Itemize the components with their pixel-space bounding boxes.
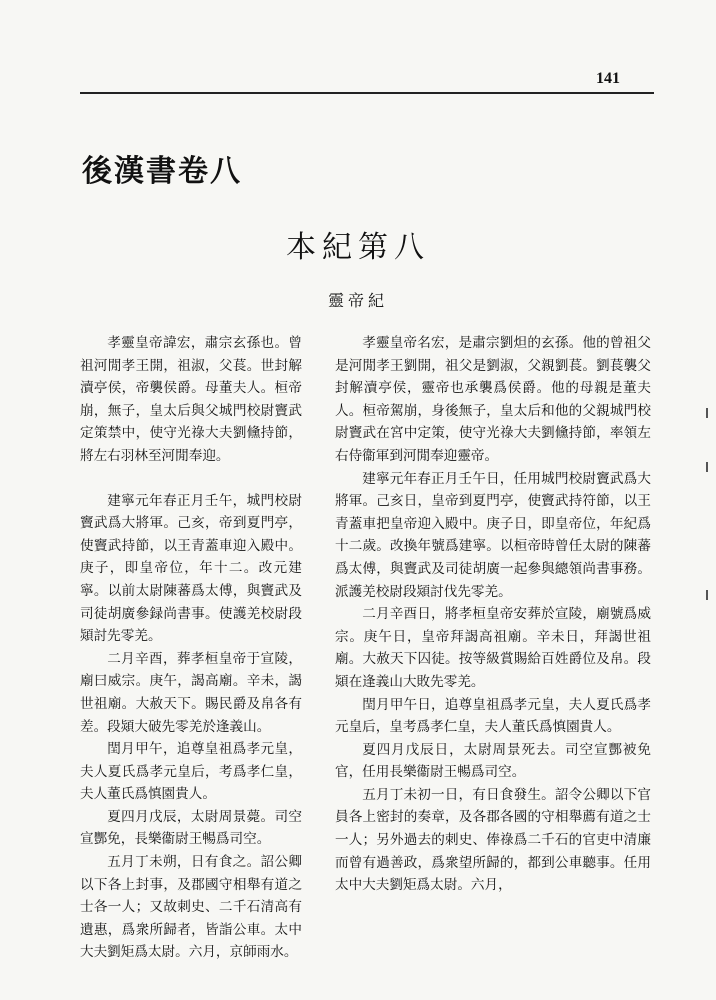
translation-paragraph: 夏四月戊辰日，太尉周景死去。司空宣酆被免官，任用長樂衞尉王暢爲司空。 bbox=[335, 741, 651, 781]
page-number: 141 bbox=[596, 70, 620, 87]
header-rule bbox=[80, 92, 654, 94]
classical-paragraph: 五月丁未朔，日有食之。詔公卿以下各上封事，及郡國守相舉有道之士各一人；又故刺史、二千石清高有遺惠，爲衆所歸者，皆詣公車。太中大夫劉矩爲太尉。六月，京師雨水。 bbox=[80, 854, 302, 961]
scan-artifact bbox=[706, 462, 708, 472]
translation-paragraph: 二月辛酉日，將孝桓皇帝安葬於宣陵，廟號爲威宗。庚午日，皇帝拜謁高祖廟。辛未日，拜謁世祖廟。大赦天下囚徒。按等級賞賜給百姓爵位及帛。段熲在逢義山大敗先零羌。 bbox=[335, 606, 651, 690]
translation-paragraph: 建寧元年春正月壬午日，任用城門校尉竇武爲大將軍。己亥日，皇帝到夏門亭，使竇武持符節，以王青蓋車把皇帝迎入殿中。庚子日，即皇帝位，年紀爲十二歲。改換年號爲建寧。以桓帝時曾任太尉的陳蕃爲太傅，與竇武及司徒胡廣一起參與總領尚書事務。派護羌校尉段熲討伐先零羌。 bbox=[335, 470, 651, 600]
translation-paragraph: 五月丁未初一日，有日食發生。詔令公卿以下官員各上密封的奏章，及各郡各國的守相舉薦有道之士一人；另外過去的刺史、俸祿爲二千石的官吏中清廉而曾有過善政，爲衆望所歸的，都到公車聽事。任用太中大夫劉矩爲太尉。六月， bbox=[335, 786, 651, 894]
classical-paragraph: 建寧元年春正月壬午，城門校尉竇武爲大將軍。己亥，帝到夏門亭，使竇武持節，以王青蓋車迎入殿中。庚子，即皇帝位，年十二。改元建寧。以前太尉陳蕃爲太傅，與竇武及司徒胡廣參録尚書事。使護羌校尉段熲討先零羌。 bbox=[80, 492, 302, 645]
chapter-title: 本紀第八 bbox=[286, 230, 430, 265]
translation-paragraph: 孝靈皇帝名宏，是肅宗劉炟的玄孫。他的曾祖父是河閒孝王劉開，祖父是劉淑，父親劉萇。劉萇襲父封解瀆亭侯，靈帝也承襲爲侯爵。他的母親是董夫人。桓帝駕崩，身後無子，皇太后和他的父親城門校尉竇武在宮中定策，使守光祿大夫劉儵持節，率領左右侍衞軍到河閒奉迎靈帝。 bbox=[335, 335, 651, 464]
sub-title: 靈帝紀 bbox=[327, 291, 388, 310]
classical-paragraph: 閏月甲午，追尊皇祖爲孝元皇，夫人夏氏爲孝元皇后，考爲孝仁皇，夫人董氏爲慎園貴人。 bbox=[80, 741, 302, 803]
book-title: 後漢書卷八 bbox=[82, 154, 242, 189]
classical-paragraph: 孝靈皇帝諱宏，肅宗玄孫也。曾祖河閒孝王開，祖淑，父萇。世封解瀆亭侯，帝襲侯爵。母董夫人。桓帝崩，無子，皇太后與父城門校尉竇武定策禁中，使守光祿大夫劉儵持節，將左右羽林至河閒奉迎。 bbox=[80, 335, 302, 464]
scan-artifact bbox=[706, 408, 708, 418]
scan-artifact bbox=[706, 590, 708, 600]
classical-text-column bbox=[80, 332, 302, 964]
classical-paragraph: 二月辛酉，葬孝桓皇帝于宣陵，廟曰威宗。庚午，謁高廟。辛未，謁世祖廟。大赦天下。賜民爵及帛各有差。段熲大破先零羌於逢義山。 bbox=[80, 650, 302, 735]
classical-paragraph: 夏四月戊辰，太尉周景薨。司空宣酆免，長樂衞尉王暢爲司空。 bbox=[80, 808, 302, 848]
translation-column bbox=[335, 332, 651, 897]
translation-paragraph: 閏月甲午日，追尊皇祖爲孝元皇，夫人夏氏爲孝元皇后，皇考爲孝仁皇，夫人董氏爲慎園貴人。 bbox=[335, 696, 651, 736]
